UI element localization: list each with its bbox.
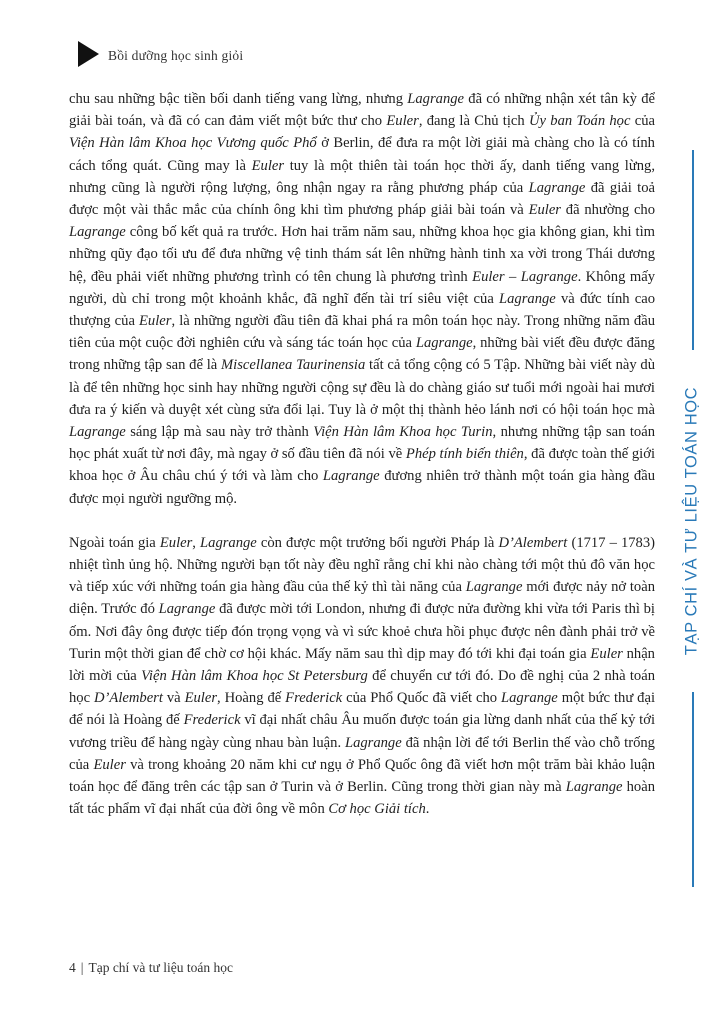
italic-term: Euler – Lagrange <box>472 268 578 285</box>
text-run: đã được mời tới London, nhưng đi được nửa đường khi vừa tới Paris thì bị ốm. Nơi đây ông được tiếp đón trọng vọng và vì sức khoẻ chưa hồi phục được nên đành phải trở về Turin một thời gian để chờ cơ hội khác. Mấy năm sau thì dịp may đó tới khi đại toán gia <box>69 601 655 662</box>
text-run: công bố kết quả ra trước. Hơn hai trăm năm sau, những khoa học gia không gian, khi tìm những qũy đạo tối ưu để đưa những vệ tinh thám sát lên những hành tinh xa vời trong Thái dương hệ, đều phải viết những phương trình có tên chung là phương trình <box>69 224 655 285</box>
italic-term: Lagrange <box>322 468 380 485</box>
text-run: của Phổ Quốc đã viết cho <box>342 690 502 707</box>
text-run: , những bài viết đều được đăng trong những tập san để là <box>69 335 655 374</box>
side-divider-bottom <box>692 692 694 887</box>
italic-term: Lagrange <box>565 779 623 796</box>
paragraph-2 <box>69 532 655 821</box>
italic-term: Viện Hàn lâm Khoa học Vương quốc Phổ <box>69 135 317 152</box>
italic-term: Euler <box>251 157 285 174</box>
text-run: đã có những nhận xét tân kỳ để giải bài toán, và đã có can đảm viết một bức thư cho <box>69 91 655 130</box>
text-run: để chuyển cư tới đó. Do đề nghị của 2 nhà toán học <box>69 668 655 707</box>
italic-term: Frederick <box>285 690 343 707</box>
text-run: , là những người đầu tiên đã khai phá ra môn toán học này. Trong những năm đầu tiên của một cuộc đời nghiên cứu và sáng tác toán học của <box>69 313 655 352</box>
italic-term: Euler <box>139 313 172 330</box>
text-run: và trong khoảng 20 năm khi cư ngụ ở Phổ Quốc ông đã viết hơn một trăm bài khảo luận toán học để đăng trên các tập san ở Turin và ở Berlin. Cũng trong thời gian này mà <box>69 756 655 796</box>
text-run: và đức tính cao thượng của <box>69 290 655 330</box>
italic-term: Ủy ban Toán học <box>528 113 631 130</box>
italic-term: Lagrange <box>415 335 473 352</box>
text-run: tuy là một thiên tài toán học thời ấy, danh tiếng vang lừng, nhưng cũng là người rộng lượng, ông nhận ngay ra rằng phương pháp của <box>69 157 656 196</box>
italic-term: Euler <box>93 756 126 773</box>
italic-term: Lagrange <box>465 579 523 596</box>
text-run: . Không mấy người, dù chỉ trong một khoảnh khắc, đã nghĩ đến tài trí siêu việt của <box>69 268 655 307</box>
text-run: tất cả tổng cộng có 5 Tập. Những bài viết này dù là để tên những học sinh hay những người cộng sự đều là do chàng giáo sư tuổi mới ngoài hai mươi đưa ra ý kiến và duyệt xét cùng sửa đổi lại. Tuy là ở một thị thành hẻo lánh nơi có hội toán học mà <box>69 357 655 418</box>
italic-term: Miscellanea Taurinensia <box>221 357 366 374</box>
italic-term: D’Alembert <box>498 534 568 551</box>
text-run: , đã được toàn thế giới khoa học ở Âu châu chú ý tới và làm cho <box>69 446 656 485</box>
footer-separator: | <box>80 960 84 975</box>
text-run: đã nhận lời để tới Berlin thế vào chỗ trống của <box>69 734 655 773</box>
text-run: và <box>162 690 185 707</box>
italic-term: Euler <box>528 202 561 219</box>
side-publication-label: TẠP CHÍ VÀ TƯ LIỆU TOÁN HỌC <box>682 386 701 656</box>
italic-term: Phép tính biến thiên <box>405 446 524 463</box>
italic-term: Lagrange <box>501 690 558 707</box>
italic-term: Lagrange <box>407 91 465 107</box>
italic-term: Cơ học Giải tích <box>328 801 426 818</box>
text-run: đương nhiên trở thành một toán gia hàng đầu được mọi người ngưỡng mộ. <box>69 468 655 507</box>
side-divider-top <box>692 150 694 350</box>
article-body <box>69 88 655 821</box>
italic-term: D’Alembert <box>94 690 163 707</box>
text-run: , nhưng những tập san toán học phát xuất từ nơi đây, mà ngay ở số đầu tiên đã nói về <box>69 424 655 463</box>
play-arrow-icon <box>78 41 99 67</box>
text-run: Ngoài toán gia <box>69 534 160 551</box>
text-run: của <box>630 113 655 130</box>
text-run: nhận lời mời của <box>69 645 655 685</box>
text-run: đã nhường cho <box>561 202 656 219</box>
page-number: 4 <box>69 960 76 975</box>
italic-term: Frederick <box>183 712 241 729</box>
text-run: đã giải toả được một vài thắc mắc của chính ông khi tìm phương pháp giải bài toán và <box>69 179 656 219</box>
footer-publication: Tạp chí và tư liệu toán học <box>88 960 233 975</box>
text-run: , Hoàng đế <box>217 690 286 707</box>
italic-term: Viện Hàn lâm Khoa học Turin <box>313 424 493 441</box>
italic-term: Viện Hàn lâm Khoa học St Petersburg <box>141 668 368 685</box>
italic-term: Euler <box>590 645 623 662</box>
text-run: (1717 – 1783) nhiệt tình ủng hộ. Những người bạn tốt này đều nghĩ rằng chỉ khi nào chàng tới một thủ đô văn học và tiếp xúc với những toán gia hàng đầu của thế kỷ thì tài năng của <box>69 534 656 596</box>
text-run: còn được một trưởng bối người Pháp là <box>256 534 499 551</box>
italic-term: Lagrange <box>499 290 556 307</box>
italic-term: Euler <box>184 690 218 707</box>
text-run: , <box>192 534 201 551</box>
italic-term: Lagrange <box>344 734 402 751</box>
italic-term: Lagrange <box>528 179 586 196</box>
italic-term: Lagrange <box>69 424 126 441</box>
page-footer <box>69 960 233 976</box>
text-run: ở Berlin, để đưa ra một lời giải mà chàng cho là có tính cách tổng quát. Cũng may là <box>69 135 655 174</box>
italic-term: Euler <box>159 534 193 551</box>
italic-term: Lagrange <box>200 534 257 551</box>
text-run: . <box>425 801 430 818</box>
text-run: một bức thư đại để nói là Hoàng đế <box>69 690 655 729</box>
text-run: , đang là Chủ tịch <box>418 113 529 130</box>
text-run: chu sau những bậc tiền bối danh tiếng vang lừng, nhưng <box>69 91 408 107</box>
text-run: mới được nảy nở toàn diện. Trước đó <box>69 579 655 618</box>
text-run: vĩ đại nhất châu Âu muốn được toán gia lừng danh nhất của thế kỷ tới vương triều để hàng ngày cùng nhau bàn luận. <box>69 712 655 751</box>
italic-term: Euler <box>386 113 419 130</box>
paragraph-1 <box>69 88 655 510</box>
italic-term: Lagrange <box>158 601 216 618</box>
text-run: hoàn tất tác phẩm vĩ đại nhất của đời ông về môn <box>69 779 655 818</box>
text-run: sáng lập mà sau này trở thành <box>125 424 314 441</box>
header-title: Bồi dưỡng học sinh giỏi <box>108 48 244 63</box>
italic-term: Lagrange <box>69 224 126 241</box>
